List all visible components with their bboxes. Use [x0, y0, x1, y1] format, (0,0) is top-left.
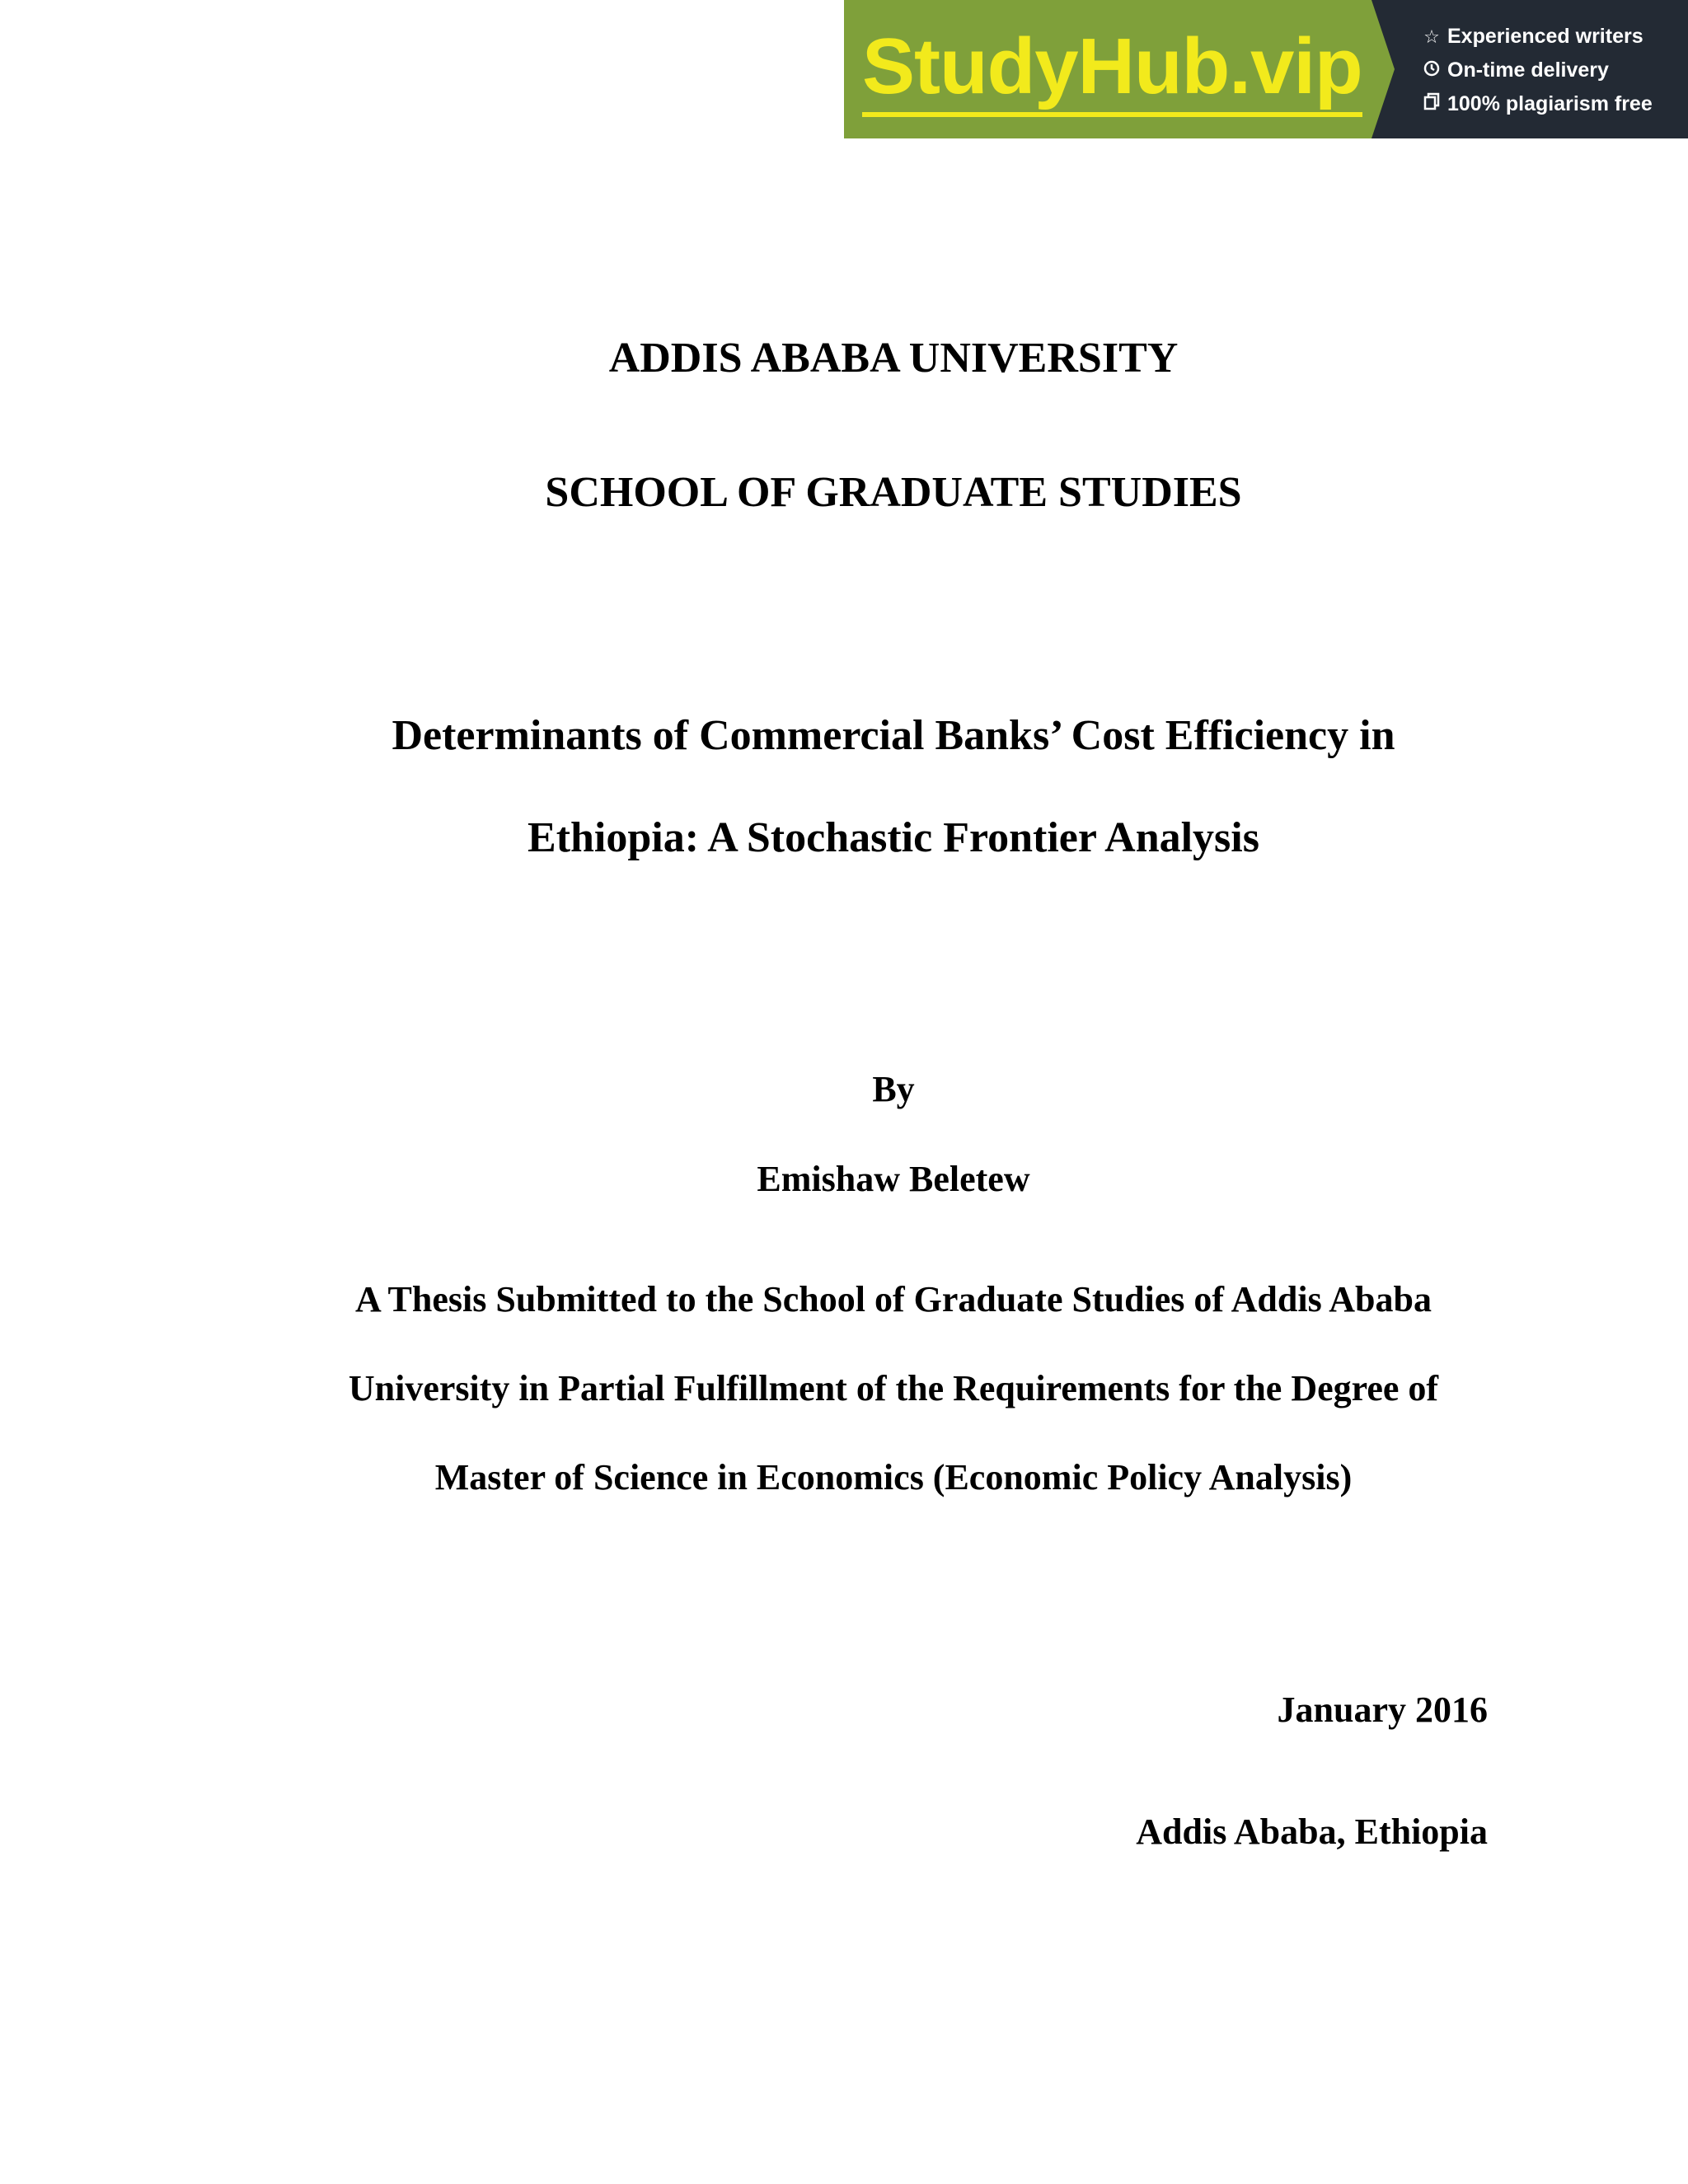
- copy-icon: [1421, 87, 1442, 121]
- school-name: SCHOOL OF GRADUATE STUDIES: [545, 469, 1242, 516]
- studyhub-banner[interactable]: [844, 0, 1688, 138]
- feature-label: 100% plagiarism free: [1447, 92, 1653, 115]
- feature-plagiarism-free: [1421, 87, 1688, 121]
- feature-label: Experienced writers: [1447, 25, 1643, 48]
- author-name: Emishaw Beletew: [757, 1159, 1030, 1199]
- clock-icon: [1421, 54, 1442, 87]
- star-icon: ☆: [1423, 26, 1440, 47]
- banner-logo-area[interactable]: [844, 0, 1372, 138]
- feature-experienced-writers: [1421, 20, 1688, 54]
- feature-label: On-time delivery: [1447, 59, 1609, 82]
- submission-line-3: Master of Science in Economics (Economic Policy Analysis): [434, 1457, 1353, 1497]
- by-label: By: [872, 1069, 915, 1109]
- thesis-title-line-2: Ethiopia: A Stochastic Frontier Analysis: [528, 814, 1259, 861]
- submission-date: January 2016: [1277, 1690, 1488, 1730]
- submission-location: Addis Ababa, Ethiopia: [1136, 1811, 1488, 1852]
- thesis-title-line-1: Determinants of Commercial Banks’ Cost Efficiency in: [392, 712, 1395, 759]
- feature-on-time-delivery: [1421, 54, 1688, 87]
- banner-arrow-shape: [1372, 0, 1395, 138]
- submission-line-1: A Thesis Submitted to the School of Graduate Studies of Addis Ababa: [354, 1279, 1432, 1319]
- studyhub-logo[interactable]: StudyHub.vip: [862, 21, 1362, 117]
- university-name: ADDIS ABABA UNIVERSITY: [608, 335, 1179, 382]
- submission-line-2: University in Partial Fulfillment of the Requirements for the Degree of: [348, 1368, 1439, 1408]
- banner-features: [1372, 0, 1688, 138]
